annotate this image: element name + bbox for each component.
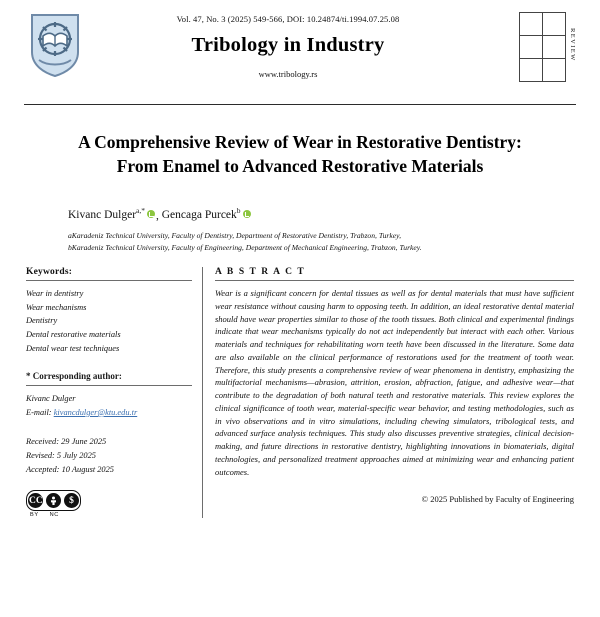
abstract-divider <box>215 280 574 281</box>
box-cell <box>519 12 543 36</box>
license-label-nc: NC <box>49 512 59 519</box>
keywords-divider <box>26 280 192 281</box>
keyword-item: Dental restorative materials <box>26 330 121 340</box>
keywords-heading: Keywords: <box>26 267 73 278</box>
journal-crest-icon <box>29 12 81 78</box>
affiliation-item: aKaradeniz Technical University, Faculty of Dentistry, Department of Restorative Dentistry, Trabzon, Turkey, <box>68 231 401 241</box>
right-column <box>215 267 574 518</box>
box-cell <box>519 35 543 59</box>
affiliations <box>24 221 576 253</box>
column-divider <box>202 267 203 518</box>
article-type-label: REVIEW <box>569 28 576 62</box>
date-revised: Revised: 5 July 2025 <box>26 451 96 461</box>
author-affiliation-marker: a,* <box>136 206 145 216</box>
cc-circle-icon: CC <box>28 493 43 508</box>
masthead <box>24 10 576 98</box>
corresponding-divider <box>26 385 192 386</box>
author-affiliation-marker: b <box>236 206 241 216</box>
orcid-icon[interactable] <box>147 210 155 218</box>
email-link[interactable]: kivancdulger@ktu.edu.tr <box>53 407 138 417</box>
cc-nc-icon: $ <box>64 493 79 508</box>
license-label-by: BY <box>30 512 39 519</box>
affiliation-item: bKaradeniz Technical University, Faculty of Engineering, Department of Mechanical Engineering, Trabzon, Turkey. <box>68 242 422 252</box>
date-received: Received: 29 June 2025 <box>26 437 107 447</box>
box-cell <box>542 58 566 82</box>
publisher-line: © 2025 Published by Faculty of Engineering <box>421 494 574 505</box>
box-cell <box>542 35 566 59</box>
title-block <box>24 105 576 185</box>
email-label: E-mail: <box>26 407 52 417</box>
author-name: Gencaga Purcek <box>161 209 237 222</box>
orcid-icon[interactable] <box>243 210 251 218</box>
journal-logo <box>24 10 86 98</box>
box-cell <box>519 58 543 82</box>
license-labels <box>26 512 81 518</box>
article-type-boxes <box>519 12 576 82</box>
author-entry <box>68 206 156 222</box>
author-separator: , <box>156 209 162 222</box>
corresponding-author-heading: * Corresponding author: <box>26 371 122 382</box>
creative-commons-icon <box>26 490 81 511</box>
issue-doi-line: Vol. 47, No. 3 (2025) 549-566, DOI: 10.24874/ti.1994.07.25.08 <box>176 14 400 24</box>
keyword-item: Wear mechanisms <box>26 302 87 312</box>
keyword-item: Dental wear test techniques <box>26 343 120 353</box>
date-accepted: Accepted: 10 August 2025 <box>26 464 114 474</box>
corresponding-author-body <box>26 392 192 419</box>
box-cell <box>542 12 566 36</box>
masthead-right <box>490 10 576 98</box>
cc-by-person-icon <box>46 493 61 508</box>
main-content <box>24 267 576 518</box>
keywords-list <box>26 287 192 355</box>
masthead-center <box>86 10 490 98</box>
abstract-text: Wear is a significant concern for dental tissues as well as for dental materials that must have sufficient wear resistance without causing harm to opposing teeth. In addition, an ideal restorative dental material should have wear properties similar to those of the tooth tissues. Both clinical and experimental findings indicate that wear mechanisms typically do not act independently but interact with each other. Various materials and techniques for rehabilitating worn teeth have been discussed in the literature. Some data are also available on the clinical performance of restorations used for the treatment of tooth wear. Therefore, this study presents a comprehensive review of wear phenomena in dentistry, emphasizing the multifactorial mechanisms—abrasion, attrition, erosion, abfraction, fatigue, and adhesive wear—that contribute to the degradation of both natural teeth and restorative materials. This review explores the clinical significance of tooth wear, material-specific wear behavior, and testing methodologies, such as in vivo observations and in vitro simulations, including chewing simulators, tribological tests, and advanced surface analysis techniques. This study also discusses preventive strategies, clinical decision-making, and future directions in restorative dentistry, highlighting innovations in biomaterials, digital technologies, and personalized treatment approaches aimed at minimizing wear and enhancing patient outcomes. <box>215 288 574 477</box>
corresponding-author-name: Kivanc Dulger <box>26 394 76 404</box>
journal-url[interactable]: www.tribology.rs <box>258 69 318 79</box>
keyword-item: Dentistry <box>26 316 58 326</box>
keyword-item: Wear in dentistry <box>26 289 84 299</box>
person-glyph <box>48 495 59 506</box>
page-title: A Comprehensive Review of Wear in Restorative Dentistry: From Enamel to Advanced Restorative Materials <box>78 132 522 176</box>
license-badge[interactable] <box>26 490 192 518</box>
corresponding-author-email-line <box>26 406 192 420</box>
author-list <box>24 185 576 222</box>
journal-title: Tribology in Industry <box>191 34 385 56</box>
left-column <box>26 267 202 518</box>
abstract-heading: A B S T R A C T <box>215 267 306 278</box>
author-name: Kivanc Dulger <box>68 209 137 222</box>
article-dates <box>26 435 192 476</box>
author-entry <box>161 206 252 222</box>
